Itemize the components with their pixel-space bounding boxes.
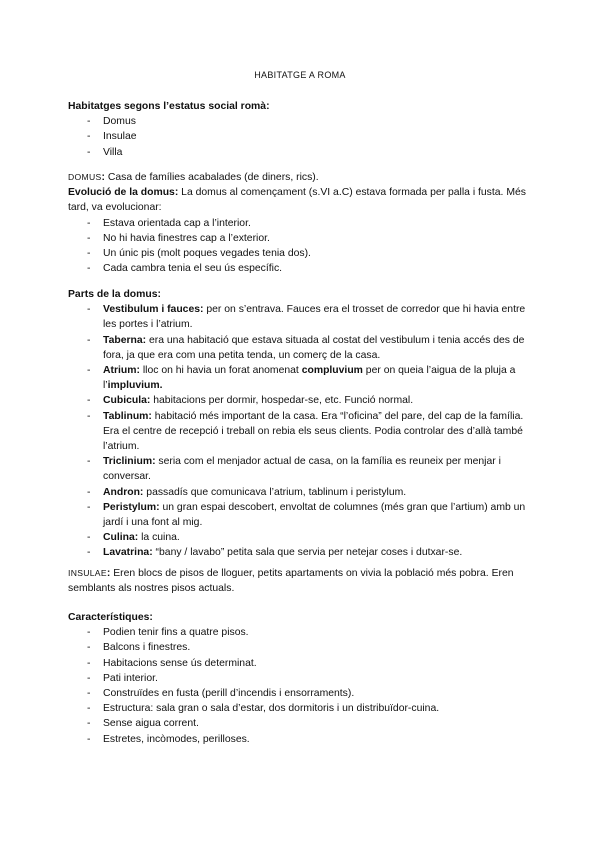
part-term: Cubicula: bbox=[103, 395, 151, 407]
evolucio-text: La domus al començament (s.VI a.C) estava formada per palla i fusta. Més tard, va evolucionar: bbox=[68, 187, 526, 214]
part-term: Culina: bbox=[103, 532, 139, 544]
insulae-definition bbox=[68, 566, 536, 596]
evolucio-paragraph bbox=[68, 185, 536, 215]
section-insulae bbox=[68, 566, 536, 596]
part-text: “bany / lavabo” petita sala que servia per netejar coses i dutxar-se. bbox=[152, 547, 463, 559]
part-term: Atrium: bbox=[103, 365, 140, 377]
part-text: per on s’entrava. Fauces era el trosset de corredor que hi havia entre les portes i l’atrium. bbox=[103, 304, 526, 331]
section-heading: Parts de la domus: bbox=[68, 289, 161, 300]
domus-label: DOMUS bbox=[68, 172, 102, 182]
list-item bbox=[68, 454, 536, 484]
part-term: Lavatrina: bbox=[103, 547, 153, 559]
list-item: - Pati interior. bbox=[68, 671, 536, 686]
section-heading: Característiques: bbox=[68, 612, 153, 623]
part-term: Tablinum: bbox=[103, 410, 152, 422]
list-item bbox=[68, 393, 536, 408]
list-item: - Sense aigua corrent. bbox=[68, 716, 536, 731]
part-term: Triclinium: bbox=[103, 456, 156, 468]
list-item bbox=[68, 485, 536, 500]
section-habitatges bbox=[68, 99, 536, 160]
part-text: passadís que comunicava l’atrium, tablinum i peristylum. bbox=[143, 486, 407, 498]
section-caracteristiques bbox=[68, 610, 536, 747]
list-item: - Estructura: sala gran o sala d’estar, dos dormitoris i un distribuïdor-cuina. bbox=[68, 701, 536, 716]
list-item: - Balcons i finestres. bbox=[68, 640, 536, 655]
list-item: - Podien tenir fins a quatre pisos. bbox=[68, 625, 536, 640]
part-text: lloc on hi havia un forat anomenat bbox=[139, 365, 302, 377]
list-item bbox=[68, 545, 536, 560]
list-item: - Estava orientada cap a l’interior. bbox=[68, 216, 536, 231]
list-item: - Un únic pis (molt poques vegades tenia dos). bbox=[68, 246, 536, 261]
list-item bbox=[68, 409, 536, 455]
list-item: - Estretes, incòmodes, perilloses. bbox=[68, 732, 536, 747]
insulae-text: Eren blocs de pisos de lloguer, petits apartaments on vivia la població més pobra. Eren semblants als nostres pisos actuals. bbox=[68, 568, 514, 595]
part-text: habitacions per dormir, hospedar-se, etc. Funció normal. bbox=[150, 395, 414, 407]
part-term: Andron: bbox=[103, 486, 144, 498]
caracteristiques-list bbox=[68, 625, 536, 747]
insulae-colon: : bbox=[106, 568, 111, 579]
domus-text: Casa de famílies acabalades (de diners, rics). bbox=[104, 172, 319, 183]
list-item bbox=[68, 333, 536, 363]
habitatges-list bbox=[68, 114, 536, 160]
insulae-label: INSULAE bbox=[68, 568, 107, 578]
part-text: habitació més important de la casa. Era “l’oficina” del pare, del cap de la família. Era el centre de recepció i treball on rebia els seus clients. Podia controlar des d’allà també l’atrium. bbox=[103, 410, 524, 453]
section-parts bbox=[68, 287, 536, 561]
list-item bbox=[68, 530, 536, 545]
evolucio-list bbox=[68, 216, 536, 277]
list-item bbox=[68, 363, 536, 393]
domus-colon: : bbox=[101, 172, 105, 183]
part-term: compluvium bbox=[301, 365, 363, 377]
part-text: per on queia l’aigua de la pluja a l’ bbox=[103, 365, 516, 392]
list-item bbox=[68, 500, 536, 530]
part-text: un gran espai descobert, envoltat de columnes (més gran que l’artium) amb un jardí i una font al mig. bbox=[103, 501, 526, 529]
part-term: impluvium. bbox=[107, 380, 163, 392]
list-item: - Habitacions sense ús determinat. bbox=[68, 656, 536, 671]
part-term: Peristylum: bbox=[103, 501, 160, 513]
list-item: - Domus bbox=[68, 114, 536, 129]
list-item bbox=[68, 302, 536, 332]
part-text: era una habitació que estava situada al costat del vestibulum i tenia accés des de fora, ja que era com una petita tenda, un comerç de la casa. bbox=[103, 334, 525, 361]
parts-list bbox=[68, 302, 536, 560]
domus-definition bbox=[68, 170, 536, 185]
list-item: - Insulae bbox=[68, 129, 536, 144]
list-item: - Cada cambra tenia el seu ús específic. bbox=[68, 261, 536, 276]
part-text: la cuina. bbox=[138, 532, 180, 544]
list-item: - Villa bbox=[68, 145, 536, 160]
section-domus bbox=[68, 170, 536, 276]
evolucio-heading: Evolució de la domus: bbox=[68, 187, 179, 199]
list-item: - Construïdes en fusta (perill d’incendis i ensorraments). bbox=[68, 686, 536, 701]
list-item: - No hi havia finestres cap a l’exterior. bbox=[68, 231, 536, 246]
page-title: HABITATGE A ROMA bbox=[254, 70, 346, 80]
section-heading: Habitatges segons l’estatus social romà: bbox=[68, 101, 270, 112]
part-text: seria com el menjador actual de casa, on la família es reuneix per menjar i conversar. bbox=[103, 456, 501, 483]
part-term: Vestibulum i fauces: bbox=[103, 304, 204, 316]
part-term: Taberna: bbox=[103, 334, 147, 346]
